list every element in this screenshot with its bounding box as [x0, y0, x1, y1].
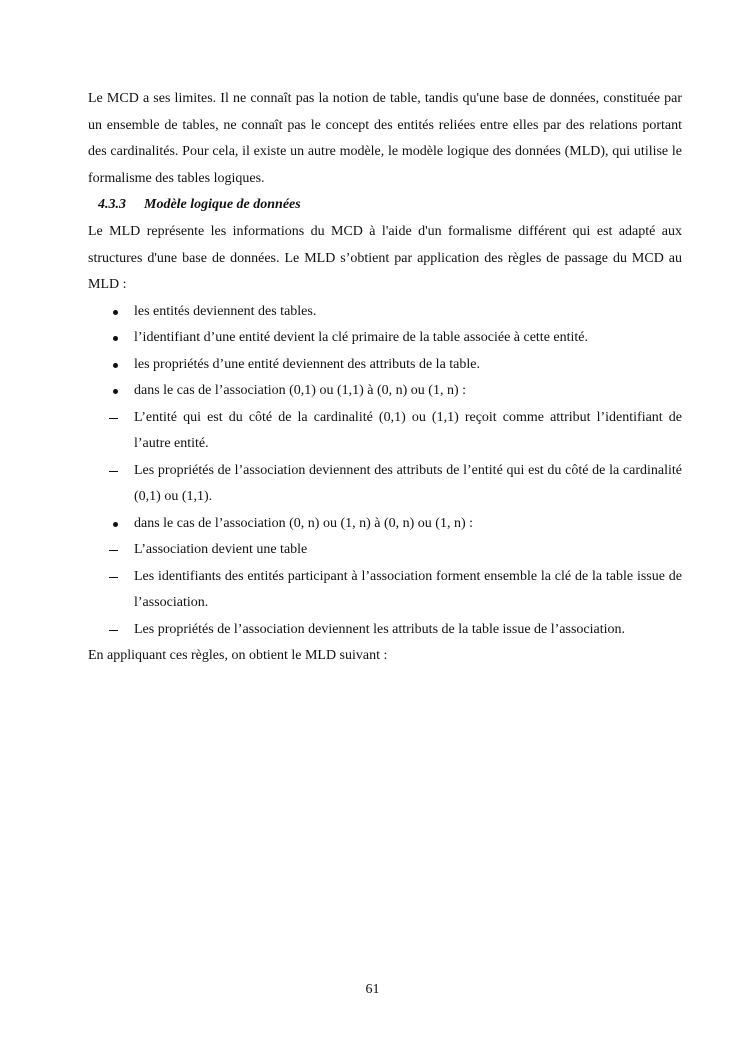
- list-item: [88, 352, 682, 379]
- list-item: [88, 299, 682, 326]
- mld-paragraph: Le MLD représente les informations du MCD à l'aide d'un formalisme différent qui est adapté aux structures d'une base de données. Le MLD s’obtient par application des règles de passage du MCD au MLD :: [88, 224, 682, 292]
- list-item-text: L’entité qui est du côté de la cardinalité (0,1) ou (1,1) reçoit comme attribut l’identifiant de l’autre entité.: [134, 409, 682, 451]
- list-item: [88, 405, 682, 458]
- dash-icon: [88, 405, 134, 432]
- list-item: [88, 511, 682, 538]
- list-item-text: Les propriétés de l’association deviennent les attributs de la table issue de l’association.: [134, 621, 626, 637]
- list-item-text: dans le cas de l’association (0,1) ou (1,1) à (0, n) ou (1, n) :: [134, 383, 467, 398]
- list-item: [88, 537, 682, 564]
- bullet-icon: [88, 352, 134, 379]
- list-item-text: les entités deviennent des tables.: [134, 303, 317, 319]
- section-title: Modèle logique de données: [144, 197, 301, 212]
- page-number: 61: [365, 982, 380, 997]
- dash-icon: [88, 458, 134, 485]
- list-item-text: L’association devient une table: [134, 542, 308, 557]
- list-item-text: Les identifiants des entités participant à l’association forment ensemble la clé de la table issue de l’association.: [134, 568, 682, 610]
- section-number: 4.3.3: [98, 197, 126, 212]
- list-item-text: l’identifiant d’une entité devient la clé primaire de la table associée à cette entité.: [134, 330, 589, 345]
- list-item: [88, 617, 682, 644]
- closing-paragraph: En appliquant ces règles, on obtient le MLD suivant :: [88, 648, 388, 663]
- bullet-icon: [88, 378, 134, 405]
- dash-icon: [88, 537, 134, 564]
- dash-icon: [88, 617, 134, 644]
- list-item: [88, 458, 682, 511]
- list-item-text: Les propriétés de l’association deviennent des attributs de l’entité qui est du côté de la cardinalité (0,1) ou (1,1).: [134, 462, 682, 504]
- bullet-icon: [88, 299, 134, 326]
- list-item-text: dans le cas de l’association (0, n) ou (1, n) à (0, n) ou (1, n) :: [134, 515, 474, 531]
- list-item: [88, 378, 682, 405]
- rules-list: [88, 299, 682, 644]
- list-item-text: les propriétés d’une entité deviennent des attributs de la table.: [134, 356, 480, 372]
- section-heading: [88, 192, 682, 219]
- intro-paragraph: Le MCD a ses limites. Il ne connaît pas la notion de table, tandis qu'une base de données, constituée par un ensemble de tables, ne connaît pas le concept des entités reliées entre elles par des relations portant des cardinalités. Pour cela, il existe un autre modèle, le modèle logique des données (MLD), qui utilise le formalisme des tables logiques.: [88, 91, 682, 186]
- page-content: [88, 86, 682, 670]
- list-item: [88, 325, 682, 352]
- list-item: [88, 564, 682, 617]
- bullet-icon: [88, 511, 134, 538]
- dash-icon: [88, 564, 134, 591]
- bullet-icon: [88, 325, 134, 352]
